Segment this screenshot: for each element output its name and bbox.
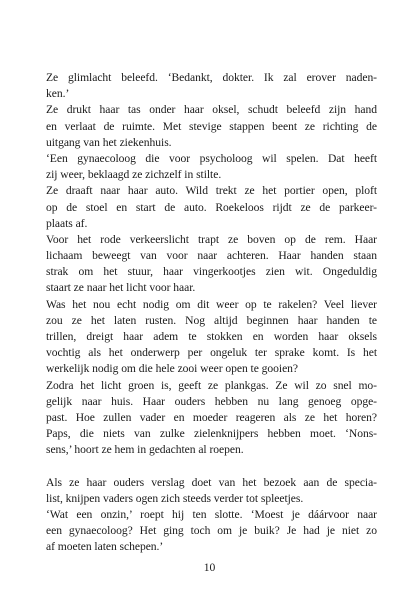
text-line: vochtig als het onderwerp per ongeluk ter sprake komt. Is het	[46, 346, 377, 360]
text-line: Als ze haar ouders verslag doet van het bezoek aan de specia-	[46, 475, 377, 489]
text-line: Voor het rode verkeerslicht trapt ze boven op de rem. Haar	[46, 232, 377, 246]
text-line: staart ze naar het licht voor haar.	[46, 281, 196, 295]
text-line: Zodra het licht groen is, geeft ze plankgas. Ze wil zo snel mo-	[46, 378, 377, 392]
page-number: 10	[203, 561, 216, 574]
text-line: op de stoel en start de auto. Roekeloos rijdt ze de parkeer-	[46, 200, 377, 214]
text-line: ken.’	[46, 87, 70, 101]
paragraph-gap	[46, 459, 377, 475]
text-line: plaats af.	[46, 216, 88, 230]
text-line: past. Hoe zullen vader en moeder reageren als ze het horen?	[46, 410, 377, 424]
text-line: Ze drukt haar tas onder haar oksel, schudt beleefd zijn hand	[46, 103, 377, 117]
text-line: strak om het stuur, haar vingerkootjes zien wit. Ongeduldig	[46, 265, 377, 279]
text-line: zij weer, beklaagd ze zichzelf in stilte.	[46, 168, 222, 182]
text-line: sens,’ hoort ze hem in gedachten al roepen.	[46, 443, 244, 457]
text-line: Ze glimlacht beleefd. ‘Bedankt, dokter. Ik zal erover naden-	[46, 71, 377, 84]
text-line: ‘Een gynaecoloog die voor psycholoog wil spelen. Dat heeft	[46, 151, 377, 165]
text-line: Was het nou echt nodig om dit weer op te rakelen? Veel liever	[46, 297, 377, 311]
text-line: zou ze het laten rusten. Nog altijd beginnen haar handen te	[46, 313, 377, 327]
text-line: lichaam beweegt van voor naar achteren. Haar handen staan	[46, 249, 377, 263]
text-line: ‘Wat een onzin,’ roept hij ten slotte. ‘Moest je dáárvoor naar	[46, 508, 377, 522]
text-line: Ze draaft naar haar auto. Wild trekt ze het portier open, ploft	[46, 184, 377, 198]
text-line: en verlaat de ruimte. Met stevige stappen beent ze richting de	[46, 119, 377, 133]
text-line: trillen, dreigt haar adem te stokken en worden haar oksels	[46, 330, 377, 343]
text-line: een gynaecoloog? Het ging toch om je buik? Je had je niet zo	[46, 524, 377, 538]
text-line: af moeten laten schepen.’	[46, 540, 164, 554]
body-text	[46, 70, 377, 556]
text-line: list, knijpen vaders ogen zich steeds verder tot spleetjes.	[46, 491, 304, 505]
text-line: uitgang van het ziekenhuis.	[46, 135, 172, 149]
text-line: gelijk naar huis. Haar ouders hebben nu lang genoeg opge-	[46, 394, 377, 408]
text-line: Paps, die niets van zulke zielenknijpers hebben moet. ‘Nons-	[46, 427, 377, 441]
text-line: werkelijk nodig om die hele zooi weer open te gooien?	[46, 362, 299, 376]
